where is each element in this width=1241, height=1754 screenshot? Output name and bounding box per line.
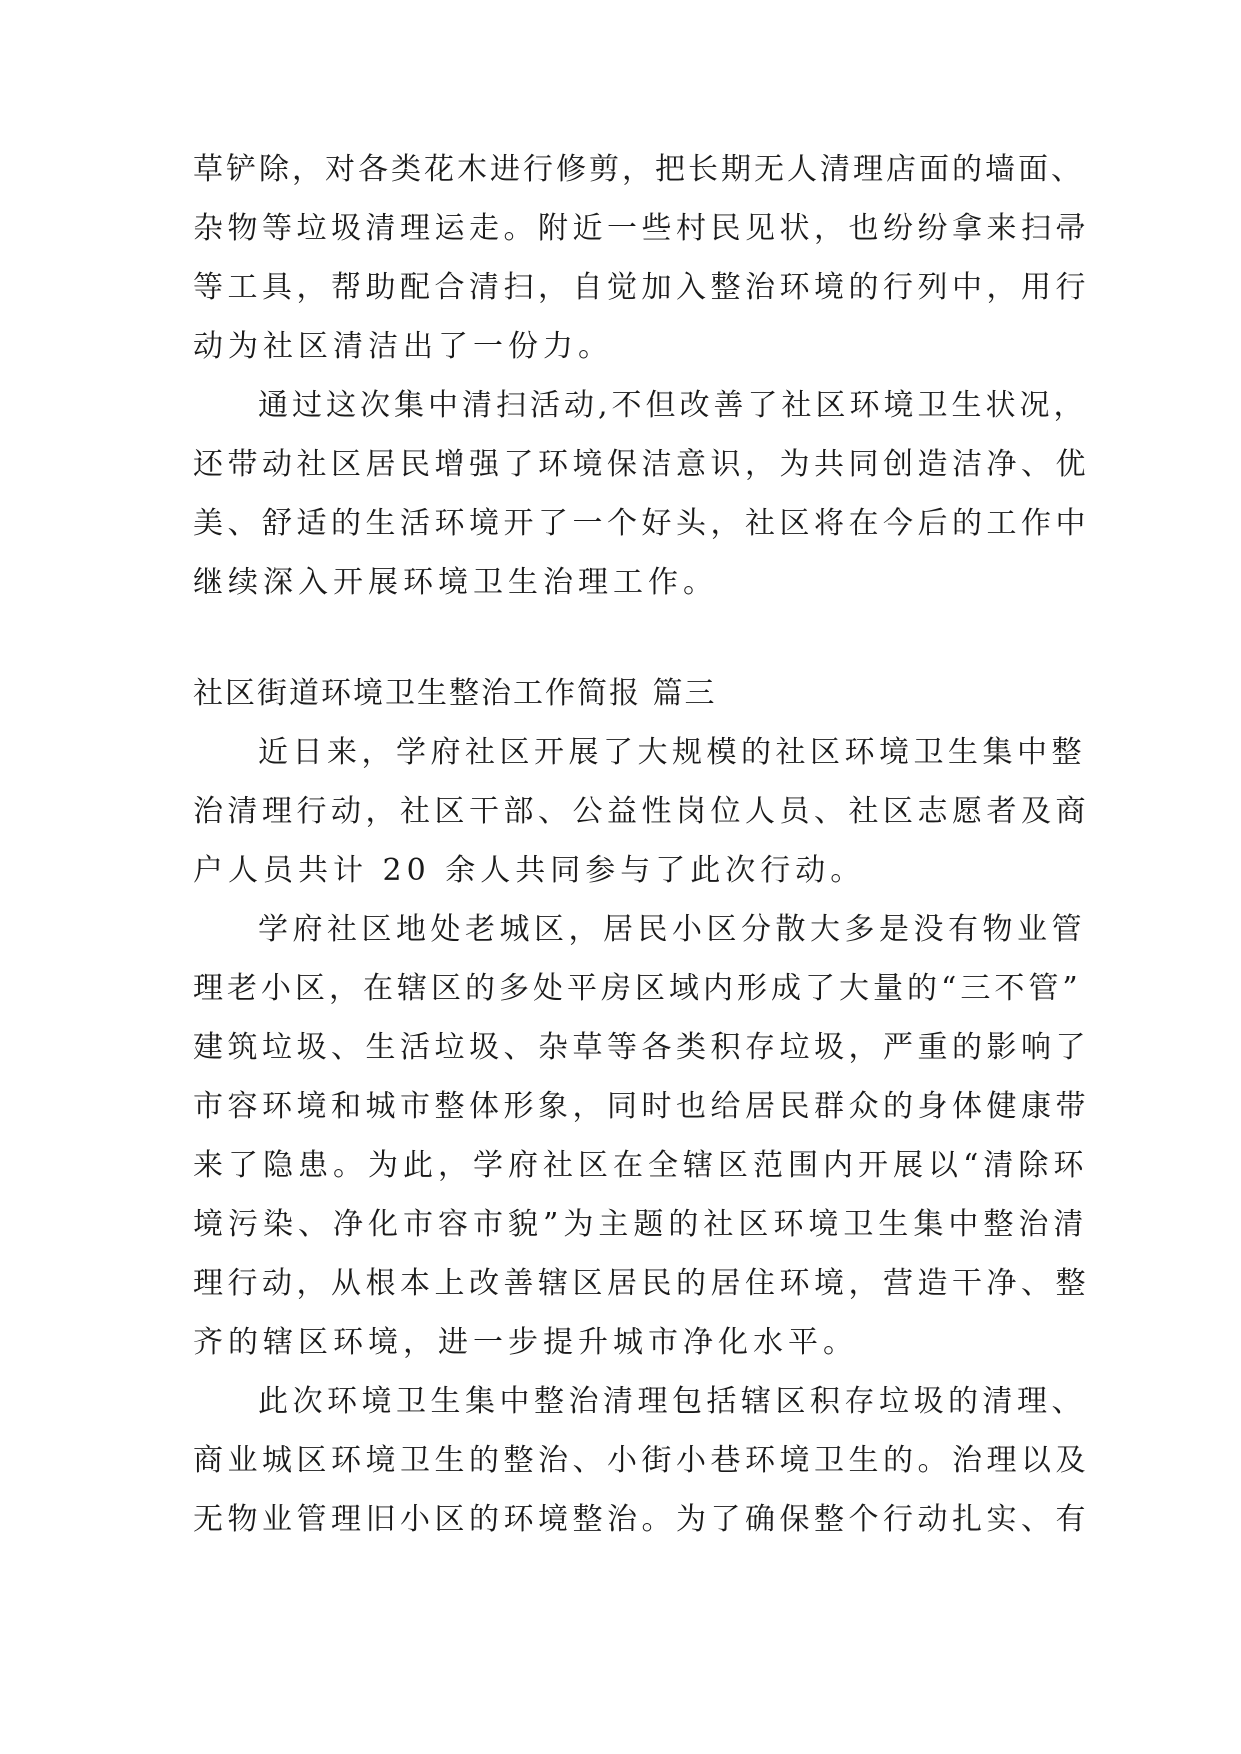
paragraph-2-line-3: 美、舒适的生活环境开了一个好头，社区将在今后的工作中 — [193, 506, 1090, 541]
paragraph-4-line-5: 来了隐患。为此，学府社区在全辖区范围内开展以“清除环 — [193, 1148, 1089, 1183]
paragraph-3-line-2: 治清理行动，社区干部、公益性岗位人员、社区志愿者及商 — [193, 794, 1090, 829]
paragraph-2-line-2: 还带动社区居民增强了环境保洁意识，为共同创造洁净、优 — [193, 447, 1090, 482]
paragraph-4-line-4: 市容环境和城市整体形象，同时也给居民群众的身体健康带 — [193, 1089, 1090, 1124]
paragraph-2-line-1: 通过这次集中清扫活动,不但改善了社区环境卫生状况， — [258, 388, 1088, 423]
paragraph-4-line-2: 理老小区，在辖区的多处平房区域内形成了大量的“三不管” — [193, 971, 1082, 1006]
paragraph-4-line-6: 境污染、净化市容市貌”为主题的社区环境卫生集中整治清 — [193, 1207, 1089, 1242]
paragraph-1-line-2: 杂物等垃圾清理运走。附近一些村民见状，也纷纷拿来扫帚 — [193, 211, 1090, 246]
section-heading: 社区街道环境卫生整治工作简报 篇三 — [193, 676, 717, 711]
paragraph-5-line-3: 无物业管理旧小区的环境整治。为了确保整个行动扎实、有 — [193, 1502, 1090, 1537]
paragraph-1-line-1: 草铲除，对各类花木进行修剪，把长期无人清理店面的墙面、 — [193, 152, 1084, 187]
paragraph-4-line-7: 理行动，从根本上改善辖区居民的居住环境，营造干净、整 — [193, 1266, 1090, 1301]
paragraph-1-line-3: 等工具，帮助配合清扫，自觉加入整治环境的行列中，用行 — [193, 270, 1090, 305]
paragraph-5-line-2: 商业城区环境卫生的整治、小街小巷环境卫生的。治理以及 — [193, 1443, 1090, 1478]
paragraph-3-line-3: 户人员共计 20 余人共同参与了此次行动。 — [193, 853, 866, 888]
paragraph-1-line-4: 动为社区清洁出了一份力。 — [193, 329, 613, 364]
paragraph-4-line-8: 齐的辖区环境，进一步提升城市净化水平。 — [193, 1325, 858, 1360]
paragraph-3-line-1: 近日来，学府社区开展了大规模的社区环境卫生集中整 — [258, 735, 1086, 770]
paragraph-2-line-4: 继续深入开展环境卫生治理工作。 — [193, 565, 718, 600]
paragraph-4-line-1: 学府社区地处老城区，居民小区分散大多是没有物业管 — [258, 912, 1086, 947]
paragraph-5-line-1: 此次环境卫生集中整治清理包括辖区积存垃圾的清理、 — [258, 1384, 1086, 1419]
paragraph-4-line-3: 建筑垃圾、生活垃圾、杂草等各类积存垃圾，严重的影响了 — [193, 1030, 1090, 1065]
